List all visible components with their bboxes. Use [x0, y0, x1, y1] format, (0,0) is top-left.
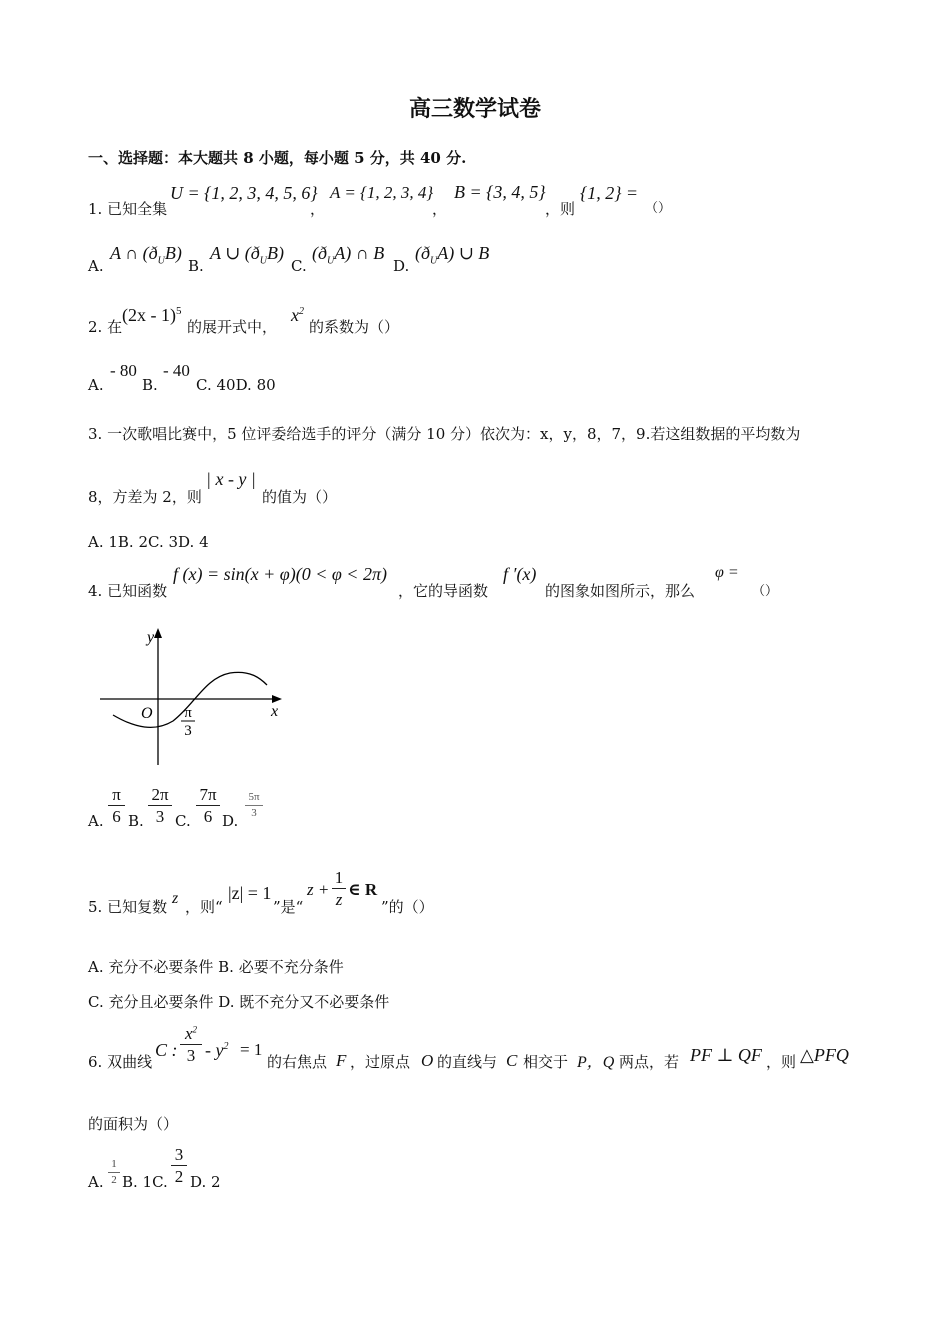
q1-set-12: {1, 2} = [580, 183, 639, 203]
q4-opt-a: π 6 [108, 786, 125, 825]
y-label: y [147, 629, 155, 646]
q2-opt-rest: C. 40D. 80 [196, 376, 276, 394]
q1-opt-a: A ∩ $(ð_UB)$ [110, 243, 182, 267]
q2-expr: (2x - 1)$^5$ [122, 305, 182, 325]
q6-fraction: $x^2$ 3 [180, 1025, 202, 1064]
q6-prefix: 6. 双曲线 [88, 1053, 153, 1071]
q1-opt-d: $(ð_UA)$ ∪ B [415, 243, 490, 267]
q5-mid1: ，则“ [185, 898, 223, 916]
q5-prefix: 5. 已知复数 [88, 898, 168, 916]
q6-mid4: 相交于 [523, 1053, 569, 1071]
y-axis-arrow [154, 628, 162, 638]
q1-opt-c: $(ð_UA)$ ∩ B [312, 243, 385, 267]
q5-in-r: ∈ R [348, 880, 378, 899]
tick-3: 3 [184, 723, 192, 739]
origin-label: O [141, 705, 153, 722]
q6-opt-a-label: A. [88, 1173, 104, 1191]
q5-fraction: 1 z [332, 869, 346, 908]
q5-expr-z: z + [307, 880, 330, 899]
derivative-graph [95, 620, 290, 770]
q3-abs: | x - y | [206, 469, 256, 489]
q4-opt-c-label: C. [175, 812, 191, 830]
q2-opt-a-label: A. [88, 376, 104, 394]
q2-suffix: 的系数为（） [309, 318, 400, 336]
q5-mid2: ”是“ [273, 898, 304, 916]
page-title: 高三数学试卷 [408, 96, 541, 122]
q6-mid2: ，过原点 [350, 1053, 411, 1071]
q3-line2-suffix: 的值为（） [262, 488, 338, 506]
q6-opt-bc-label: B. 1C. [122, 1173, 168, 1191]
q6-o: O [421, 1051, 434, 1070]
q1-opt-a-label: A. [88, 257, 104, 275]
q6-y-term: - $y^2$ [205, 1040, 229, 1060]
q2-mid: 的展开式中， [187, 318, 278, 336]
q1-set-a: A = {1, 2, 3, 4} [330, 183, 434, 202]
q5-z: z [172, 890, 179, 907]
q6-mid5: 两点，若 [619, 1053, 680, 1071]
q4-opt-d-label: D. [222, 812, 239, 830]
q1-prefix: 1. 已知全集 [88, 200, 168, 218]
q1-opt-b-label: B. [188, 257, 204, 275]
q6-opt-a: 1 2 [108, 1159, 120, 1186]
q3-options: A. 1B. 2C. 3D. 4 [88, 533, 209, 551]
q6-eq: = 1 [240, 1040, 263, 1059]
q1-paren: （） [645, 201, 672, 216]
q4-opt-d: 5π 3 [245, 792, 263, 819]
x-label: x [271, 703, 279, 720]
q4-func: f (x) = sin(x + φ)(0 < φ < 2π) [173, 564, 387, 584]
q4-deriv: f ′(x) [503, 564, 537, 584]
q2-prefix: 2. 在 [88, 318, 123, 336]
q5-options-cd: C. 充分且必要条件 D. 既不充分又不必要条件 [88, 993, 390, 1011]
q5-abs-z: |z| = 1 [228, 883, 272, 903]
q4-suffix: 的图象如图所示，那么 [545, 582, 696, 600]
q5-options-ab: A. 充分不必要条件 B. 必要不充分条件 [88, 958, 344, 976]
q4-mid: ，它的导函数 [398, 582, 489, 600]
q4-opt-c: 7π 6 [196, 786, 220, 825]
q6-mid3: 的直线与 [437, 1053, 498, 1071]
q2-opt-b: - 40 [163, 361, 190, 380]
q2-x-power: $x^2$ [291, 305, 304, 325]
q6-mid1: 的右焦点 [267, 1053, 328, 1071]
q6-mid6: ，则 [766, 1053, 797, 1071]
q3-line1: 3. 一次歌唱比赛中，5 位评委给选手的评分（满分 10 分）依次为：x，y，8，7，9.若这组数据的平均数为 [88, 425, 801, 443]
q6-opt-c: 3 2 [171, 1146, 187, 1185]
q6-c: C : [155, 1040, 178, 1060]
q6-triangle: △PFQ [800, 1045, 849, 1065]
q1-opt-c-label: C. [291, 257, 307, 275]
q6-pq: P，Q [577, 1054, 615, 1071]
q6-line2: 的面积为（） [88, 1115, 179, 1133]
q1-opt-d-label: D. [393, 257, 410, 275]
q4-prefix: 4. 已知函数 [88, 582, 168, 600]
q2-opt-b-label: B. [142, 376, 158, 394]
q1-set-b: B = {3, 4, 5} [454, 182, 546, 202]
x-axis-arrow [272, 695, 282, 703]
q4-paren: （） [752, 584, 779, 599]
q4-phi: φ = [715, 564, 739, 581]
q1-sep1: ， [310, 200, 326, 218]
q4-opt-b-label: B. [128, 812, 144, 830]
q5-suffix: ”的（） [381, 898, 434, 916]
q6-opt-d: D. 2 [190, 1173, 221, 1191]
q6-c2: C [506, 1051, 518, 1070]
q6-f: F [336, 1051, 347, 1070]
q4-opt-a-label: A. [88, 812, 104, 830]
q2-opt-a: - 80 [110, 361, 137, 380]
q3-line2-prefix: 8，方差为 2，则 [88, 488, 202, 506]
tick-pi: π [184, 705, 192, 721]
section-heading: 一、选择题：本大题共 8 小题，每小题 5 分，共 40 分. [88, 149, 467, 167]
q6-perp: PF ⊥ QF [690, 1045, 762, 1065]
q1-sep2: ， [432, 200, 448, 218]
q4-opt-b: 2π 3 [148, 786, 172, 825]
q1-opt-b: A ∪ $(ð_UB)$ [210, 243, 284, 267]
q1-set-u: U = {1, 2, 3, 4, 5, 6} [170, 183, 318, 203]
q1-sep3: ，则 [545, 200, 576, 218]
